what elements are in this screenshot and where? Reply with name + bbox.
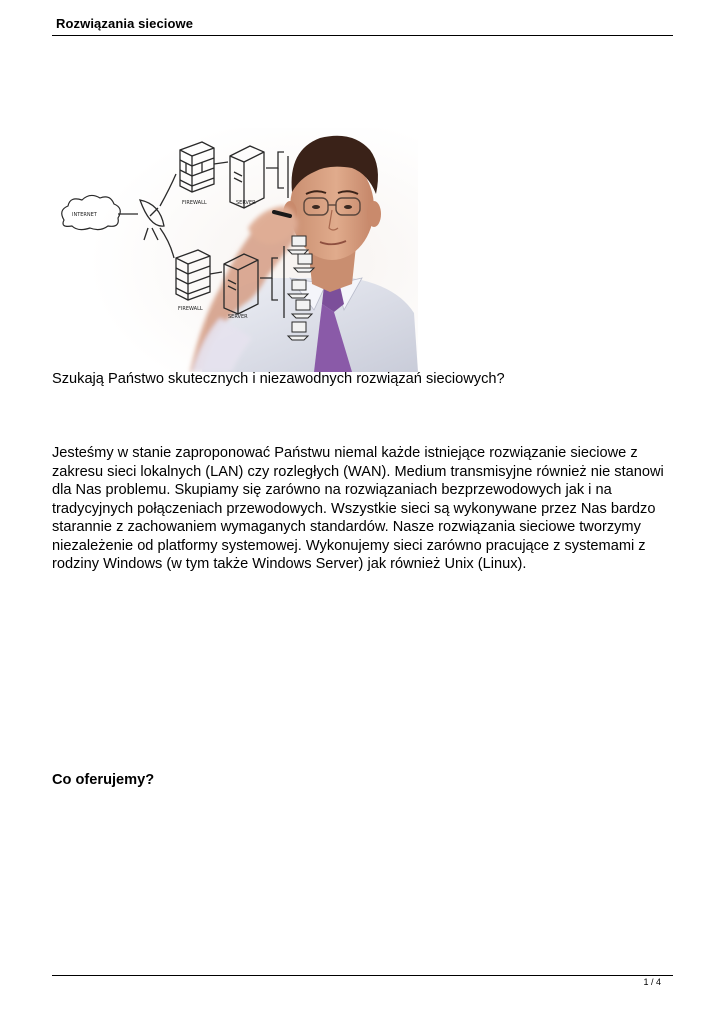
paragraph-line: dla Nas problemu. Skupiamy się zarówno na rozwiązaniach bezprzewodowych jak i na bbox=[52, 482, 612, 498]
paragraph-line: tradycyjnych połączeniach przewodowych. Wszystkie sieci są wykonywane przez Nas bardzo bbox=[52, 500, 656, 517]
paragraph-line: niezależenie od platformy systemowej. Wykonujemy sieci zarówno pracujące z systemami z bbox=[52, 537, 646, 554]
paragraph-line: zakresu sieci lokalnych (LAN) czy rozległych (WAN). Medium transmisyjne również nie stanowi bbox=[52, 463, 664, 480]
network-illustration bbox=[52, 128, 418, 372]
paragraph-line: rodziny Windows (w tym także Windows Server) jak również Unix (Linux). bbox=[52, 556, 527, 572]
page-title: Rozwiązania sieciowe bbox=[56, 16, 194, 31]
footer-divider bbox=[52, 975, 673, 976]
server-top-label: SERVER bbox=[236, 200, 256, 206]
header-divider bbox=[52, 35, 673, 36]
firewall-bottom-label: FIREWALL bbox=[178, 306, 203, 312]
paragraph-line: starannie z zachowaniem wymaganych standardów. Nasze rozwiązania sieciowe tworzymy bbox=[52, 519, 641, 535]
firewall-top-label: FIREWALL bbox=[182, 200, 207, 206]
intro-text: Szukają Państwo skutecznych i niezawodnych rozwiązań sieciowych? bbox=[52, 371, 505, 387]
hero-image bbox=[52, 128, 418, 372]
body-paragraph bbox=[52, 444, 674, 574]
server-bottom-label: SERVER bbox=[228, 314, 248, 320]
internet-label: INTERNET bbox=[72, 212, 97, 218]
page-number: 1 / 4 bbox=[643, 977, 661, 987]
section-heading: Co oferujemy? bbox=[52, 772, 155, 788]
paragraph-line: Jesteśmy w stanie zaproponować Państwu niemal każde istniejące rozwiązanie sieciowe z bbox=[52, 445, 638, 461]
